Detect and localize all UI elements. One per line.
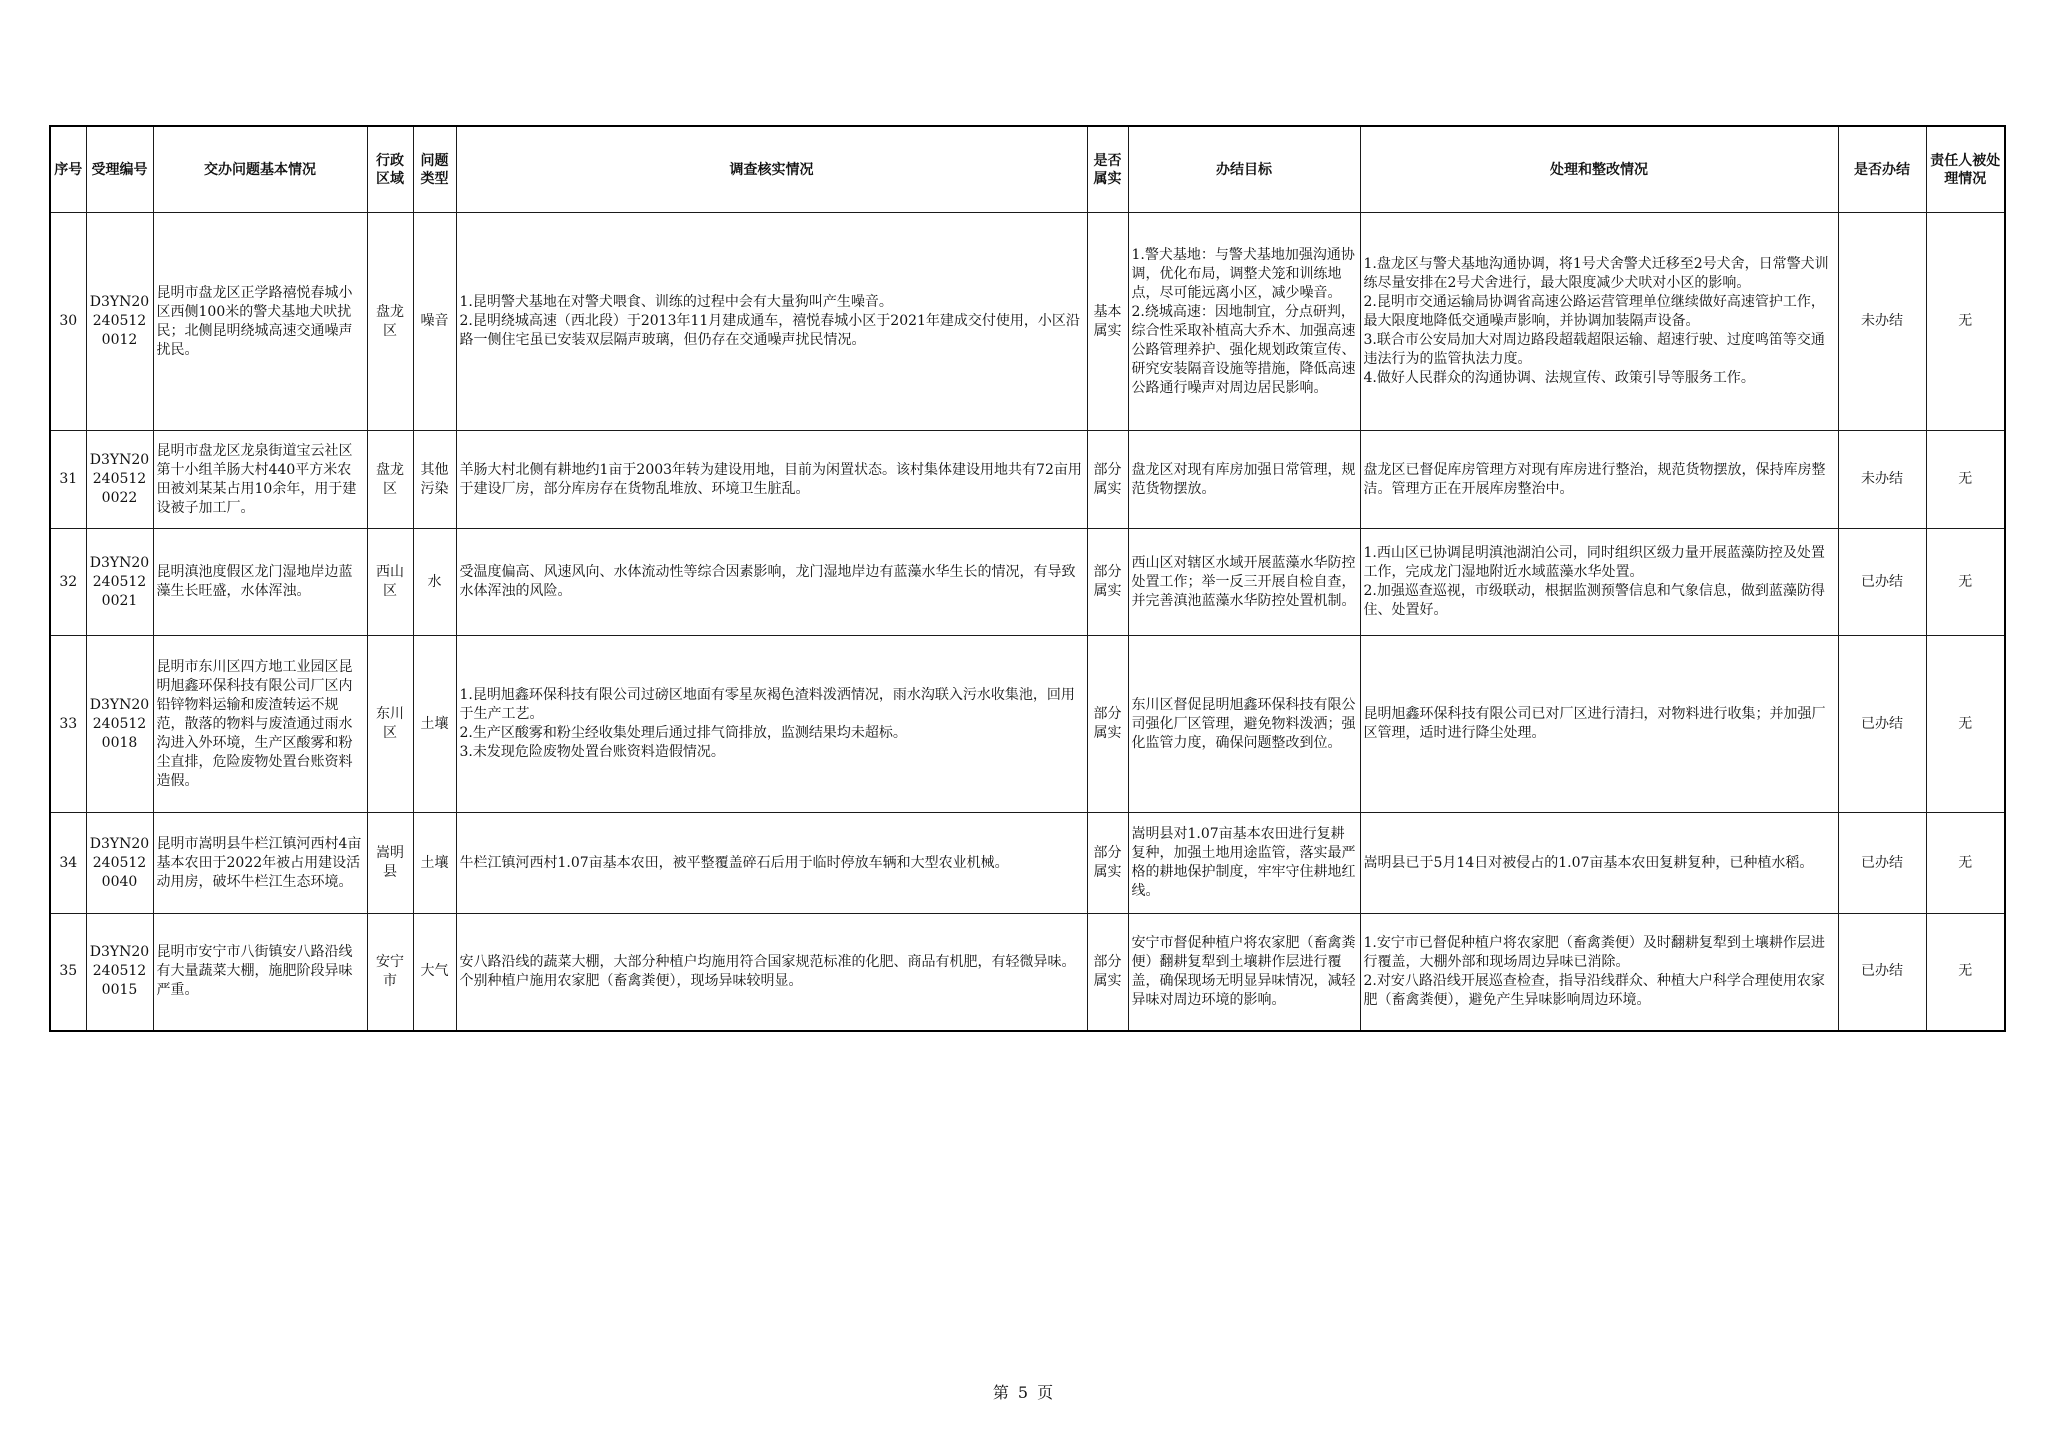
page-number: 第 5 页 [992,1383,1056,1402]
cell-seq: 34 [50,813,86,914]
cell-region: 盘龙区 [367,213,413,431]
cell-issue: 昆明市东川区四方地工业园区昆明旭鑫环保科技有限公司厂区内铅锌物料运输和废渣转运不规范，散落的物料与废渣通过雨水沟进入外环境，生产区酸雾和粉尘直排，危险废物处置台账资料造假。 [153,636,367,813]
cell-investigation: 牛栏江镇河西村1.07亩基本农田，被平整覆盖碎石后用于临时停放车辆和大型农业机械。 [456,813,1087,914]
cell-seq: 33 [50,636,86,813]
header-type: 问题类型 [413,126,456,213]
cell-completed: 已办结 [1838,636,1926,813]
cell-completed: 已办结 [1838,529,1926,636]
table-row [50,213,2005,431]
cell-type: 噪音 [413,213,456,431]
table-row [50,636,2005,813]
cell-region: 东川区 [367,636,413,813]
cell-investigation: 1.昆明旭鑫环保科技有限公司过磅区地面有零星灰褐色渣料泼洒情况，雨水沟联入污水收集池，回用于生产工艺。 2.生产区酸雾和粉尘经收集处理后通过排气筒排放，监测结果均未超标。 3.未发现危险废物处置台账资料造假情况。 [456,636,1087,813]
cell-target: 安宁市督促种植户将农家肥（畜禽粪便）翻耕复犁到土壤耕作层进行覆盖，确保现场无明显异味情况，减轻异味对周边环境的影响。 [1128,914,1360,1031]
table-row [50,914,2005,1031]
cell-region: 西山区 [367,529,413,636]
cell-code: D3YN202405120021 [86,529,153,636]
cell-code: D3YN202405120022 [86,431,153,529]
cell-issue: 昆明市盘龙区正学路禧悦春城小区西侧100米的警犬基地犬吠扰民；北侧昆明绕城高速交通噪声扰民。 [153,213,367,431]
table-body [50,213,2005,1031]
cell-handling: 1.盘龙区与警犬基地沟通协调，将1号犬舍警犬迁移至2号犬舍，日常警犬训练尽量安排在2号犬舍进行，最大限度减少犬吠对小区的影响。 2.昆明市交通运输局协调省高速公路运营管理单位继续做好高速管护工作，最大限度地降低交通噪声影响，并协调加装隔声设备。 3.联合市公安局加大对周边路段超载超限运输、超速行驶、过度鸣笛等交通违法行为的监管执法力度。 4.做好人民群众的沟通协调、法规宣传、政策引导等服务工作。 [1360,213,1838,431]
cell-target: 东川区督促昆明旭鑫环保科技有限公司强化厂区管理，避免物料泼洒；强化监管力度，确保问题整改到位。 [1128,636,1360,813]
cell-seq: 31 [50,431,86,529]
table-row [50,529,2005,636]
cell-issue: 昆明市盘龙区龙泉街道宝云社区第十小组羊肠大村440平方米农田被刘某某占用10余年，用于建设被子加工厂。 [153,431,367,529]
header-target: 办结目标 [1128,126,1360,213]
cell-verified: 部分属实 [1087,636,1128,813]
cell-completed: 未办结 [1838,213,1926,431]
header-region: 行政区域 [367,126,413,213]
cell-investigation: 羊肠大村北侧有耕地约1亩于2003年转为建设用地，目前为闲置状态。该村集体建设用地共有72亩用于建设厂房，部分库房存在货物乱堆放、环境卫生脏乱。 [456,431,1087,529]
cell-completed: 已办结 [1838,914,1926,1031]
header-completed: 是否办结 [1838,126,1926,213]
cell-investigation: 受温度偏高、风速风向、水体流动性等综合因素影响，龙门湿地岸边有蓝藻水华生长的情况，有导致水体浑浊的风险。 [456,529,1087,636]
cell-type: 土壤 [413,813,456,914]
cell-type: 其他污染 [413,431,456,529]
cell-code: D3YN202405120012 [86,213,153,431]
cell-code: D3YN202405120040 [86,813,153,914]
cell-type: 大气 [413,914,456,1031]
cell-verified: 基本属实 [1087,213,1128,431]
cell-region: 盘龙区 [367,431,413,529]
cell-handling: 盘龙区已督促库房管理方对现有库房进行整治，规范货物摆放，保持库房整洁。管理方正在开展库房整治中。 [1360,431,1838,529]
cell-verified: 部分属实 [1087,529,1128,636]
cell-seq: 32 [50,529,86,636]
cell-issue: 昆明市嵩明县牛栏江镇河西村4亩基本农田于2022年被占用建设活动用房，破坏牛栏江生态环境。 [153,813,367,914]
cell-seq: 30 [50,213,86,431]
cell-accountability: 无 [1926,529,2005,636]
table-row [50,813,2005,914]
cell-accountability: 无 [1926,813,2005,914]
complaint-table [49,125,2006,1032]
cell-accountability: 无 [1926,636,2005,813]
cell-accountability: 无 [1926,213,2005,431]
cell-handling: 嵩明县已于5月14日对被侵占的1.07亩基本农田复耕复种，已种植水稻。 [1360,813,1838,914]
header-code: 受理编号 [86,126,153,213]
cell-investigation: 安八路沿线的蔬菜大棚，大部分种植户均施用符合国家规范标准的化肥、商品有机肥，有轻微异味。个别种植户施用农家肥（畜禽粪便），现场异味较明显。 [456,914,1087,1031]
cell-accountability: 无 [1926,914,2005,1031]
cell-handling: 昆明旭鑫环保科技有限公司已对厂区进行清扫，对物料进行收集；并加强厂区管理，适时进行降尘处理。 [1360,636,1838,813]
cell-target: 盘龙区对现有库房加强日常管理，规范货物摆放。 [1128,431,1360,529]
cell-target: 嵩明县对1.07亩基本农田进行复耕复种，加强土地用途监管，落实最严格的耕地保护制度，牢牢守住耕地红线。 [1128,813,1360,914]
cell-code: D3YN202405120015 [86,914,153,1031]
header-accountability: 责任人被处理情况 [1926,126,2005,213]
header-verified: 是否属实 [1087,126,1128,213]
cell-completed: 已办结 [1838,813,1926,914]
cell-region: 嵩明县 [367,813,413,914]
cell-target: 西山区对辖区水域开展蓝藻水华防控处置工作；举一反三开展自检自查，并完善滇池蓝藻水华防控处置机制。 [1128,529,1360,636]
table-header [50,126,2005,213]
header-handling: 处理和整改情况 [1360,126,1838,213]
cell-verified: 部分属实 [1087,813,1128,914]
cell-investigation: 1.昆明警犬基地在对警犬喂食、训练的过程中会有大量狗叫产生噪音。 2.昆明绕城高速（西北段）于2013年11月建成通车，禧悦春城小区于2021年建成交付使用，小区沿路一侧住宅虽已安装双层隔声玻璃，但仍存在交通噪声扰民情况。 [456,213,1087,431]
cell-accountability: 无 [1926,431,2005,529]
cell-completed: 未办结 [1838,431,1926,529]
cell-verified: 部分属实 [1087,914,1128,1031]
header-issue: 交办问题基本情况 [153,126,367,213]
header-investigation: 调查核实情况 [456,126,1087,213]
cell-verified: 部分属实 [1087,431,1128,529]
cell-seq: 35 [50,914,86,1031]
header-seq: 序号 [50,126,86,213]
cell-handling: 1.西山区已协调昆明滇池湖泊公司，同时组织区级力量开展蓝藻防控及处置工作，完成龙门湿地附近水域蓝藻水华处置。 2.加强巡查巡视，市级联动，根据监测预警信息和气象信息，做到蓝藻防得住、处置好。 [1360,529,1838,636]
cell-issue: 昆明滇池度假区龙门湿地岸边蓝藻生长旺盛，水体浑浊。 [153,529,367,636]
cell-issue: 昆明市安宁市八街镇安八路沿线有大量蔬菜大棚，施肥阶段异味严重。 [153,914,367,1031]
cell-type: 水 [413,529,456,636]
cell-target: 1.警犬基地：与警犬基地加强沟通协调，优化布局，调整犬笼和训练地点，尽可能远离小区，减少噪音。 2.绕城高速：因地制宜，分点研判，综合性采取补植高大乔木、加强高速公路管理养护、强化规划政策宣传、研究安装隔音设施等措施，降低高速公路通行噪声对周边居民影响。 [1128,213,1360,431]
cell-handling: 1.安宁市已督促种植户将农家肥（畜禽粪便）及时翻耕复犁到土壤耕作层进行覆盖，大棚外部和现场周边异味已消除。 2.对安八路沿线开展巡查检查，指导沿线群众、种植大户科学合理使用农家肥（畜禽粪便），避免产生异味影响周边环境。 [1360,914,1838,1031]
cell-region: 安宁市 [367,914,413,1031]
cell-type: 土壤 [413,636,456,813]
table-row [50,431,2005,529]
cell-code: D3YN202405120018 [86,636,153,813]
